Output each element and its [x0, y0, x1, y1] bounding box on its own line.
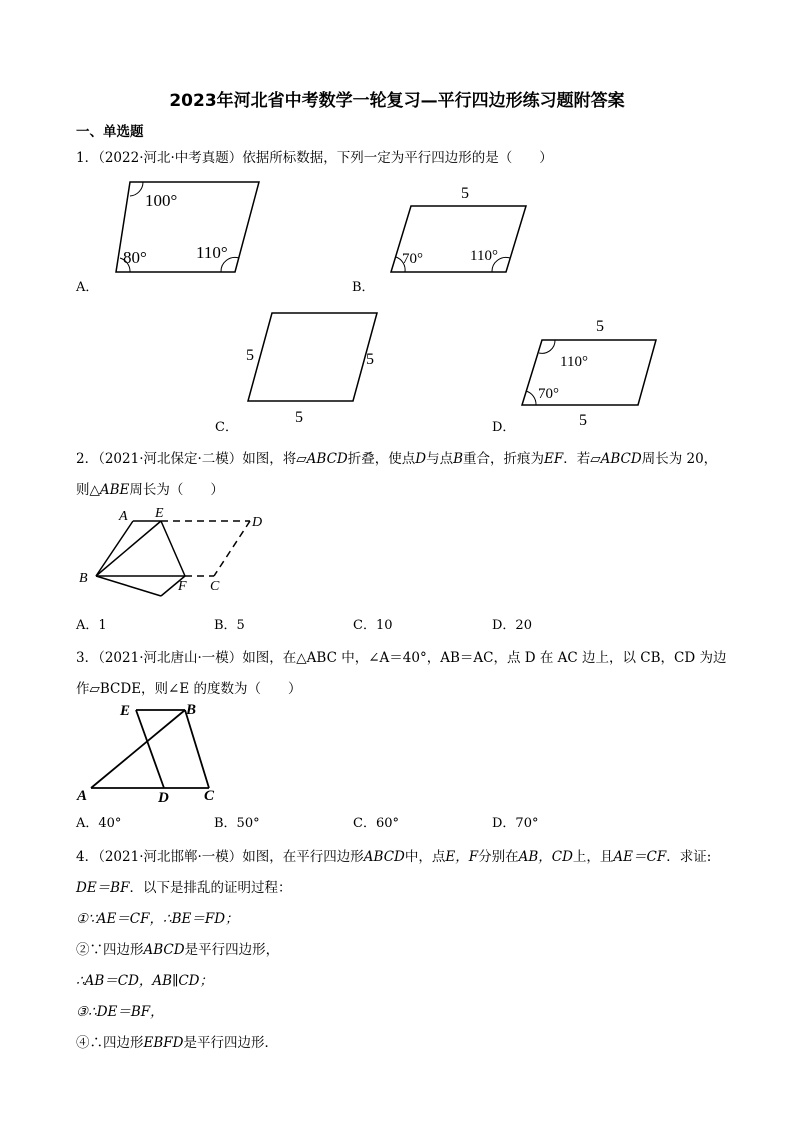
- q2-text-part: B: [453, 451, 463, 467]
- question-2-text: [76, 447, 717, 467]
- point-label: D: [158, 790, 169, 805]
- q2-text-part: ▱ABCD: [590, 451, 642, 467]
- question-4-text: [76, 845, 711, 865]
- q2-option: A．1: [76, 618, 107, 633]
- angle-label: 70°: [538, 386, 559, 402]
- q2-text-part: 则: [76, 482, 90, 498]
- point-label: B: [186, 702, 197, 718]
- proof-step-3: ③∴DE＝BF，: [76, 1004, 164, 1020]
- option-d-label: D．: [492, 420, 516, 435]
- q4-text-part: 中，点: [404, 849, 446, 865]
- angle-label: 70°: [402, 251, 423, 267]
- proof-step-2: [76, 938, 279, 958]
- side-label: 5: [579, 412, 587, 429]
- option-b-label: B．: [352, 280, 375, 295]
- point-label: E: [155, 506, 164, 521]
- page-title: 2023年河北省中考数学一轮复习—平行四边形练习题附答案: [169, 91, 625, 111]
- q4-text-part: EBFD: [143, 1035, 184, 1051]
- q2-text-part: 重合，折痕为: [463, 451, 544, 467]
- angle-arc: [130, 182, 143, 196]
- angle-label: 100°: [145, 191, 178, 210]
- option-a-label: A．: [76, 280, 99, 295]
- q2-text-part: 折叠，使点: [347, 451, 416, 467]
- q3-option: C．60°: [353, 816, 399, 831]
- q4-text-part: 4．（2021·河北邯郸·一模）如图，在平行四边形: [76, 849, 364, 865]
- q4-text-part: AE＝CF: [613, 849, 667, 865]
- q4-text-part: 上，且: [572, 849, 614, 865]
- q4-text-part: 是平行四边形．: [183, 1035, 278, 1051]
- q1-figure-c: [240, 305, 390, 430]
- point-label: B: [79, 571, 88, 586]
- q4-text-part: E，F: [445, 849, 479, 865]
- q4-text-part: ABCD: [363, 849, 405, 865]
- point-label: E: [120, 703, 131, 719]
- q2-text-part: 周长为（ ）: [129, 482, 224, 498]
- q2-text-part: EF: [544, 451, 564, 467]
- q1-figure-a: [110, 178, 270, 278]
- q4-text-part: ABCD: [143, 942, 185, 958]
- side-label: 5: [295, 409, 303, 426]
- q2-text-part: 周长为 20，: [641, 451, 718, 467]
- q3-option: B．50°: [214, 816, 260, 831]
- question-1-text: 1．（2022·河北·中考真题）依据所标数据，下列一定为平行四边形的是（ ）: [76, 150, 553, 166]
- q3-option: A．40°: [76, 816, 122, 831]
- side-label: 5: [366, 351, 374, 368]
- angle-arc: [526, 391, 536, 405]
- side-label: 5: [246, 347, 254, 364]
- q3-option: D．70°: [492, 816, 539, 831]
- q4-text-part: AB，CD: [518, 849, 573, 865]
- q4-text-part: ．求证:: [666, 849, 712, 865]
- point-label: F: [178, 579, 187, 594]
- question-3-text: 3．（2021·河北唐山·一模）如图，在△ABC 中，∠A＝40°，AB＝AC，点 D 在 AC 边上，以 CB，CD 为边: [76, 650, 727, 666]
- point-label: A: [119, 509, 128, 524]
- parallelogram-shape: [248, 313, 377, 401]
- q2-figure: [74, 503, 274, 603]
- point-label: C: [204, 788, 215, 804]
- q2-text-part: △ABE: [89, 482, 130, 498]
- q2-text-part: 与点: [426, 451, 454, 467]
- angle-label: 110°: [560, 354, 588, 370]
- q3-figure: [74, 700, 234, 805]
- proof-step-4: [76, 1031, 278, 1051]
- q4-text-part: 是平行四边形，: [184, 942, 280, 958]
- q1-figure-d: [520, 315, 665, 430]
- angle-label: 110°: [470, 248, 498, 264]
- q2-option: B．5: [214, 618, 245, 633]
- q1-figure-b: [385, 178, 535, 278]
- point-label: C: [210, 579, 220, 594]
- q4-text-part: ②∵四边形: [76, 942, 144, 958]
- q2-text-part: 2．（2021·河北保定·二模）如图，将: [76, 451, 297, 467]
- q2-option: D．20: [492, 618, 532, 633]
- q2-text-part: D: [415, 451, 427, 467]
- proof-step-1: ①∵AE＝CF，∴BE＝FD；: [76, 911, 239, 927]
- angle-label: 80°: [123, 248, 147, 267]
- q2-text-part: ．若: [563, 451, 591, 467]
- question-3-text-line2: 作▱BCDE，则∠E 的度数为（ ）: [76, 681, 302, 697]
- section-heading: 一、单选题: [76, 124, 144, 140]
- point-label: D: [252, 515, 263, 530]
- side-label: 5: [596, 318, 604, 335]
- point-label: A: [77, 788, 88, 804]
- question-2-text-line2: [76, 478, 224, 498]
- side-label: 5: [461, 185, 469, 202]
- q4-text-part: ④∴四边形: [76, 1035, 144, 1051]
- option-c-label: C．: [215, 420, 238, 435]
- q2-option: C．10: [353, 618, 393, 633]
- proof-step-2b: ∴AB＝CD，AB∥CD；: [76, 973, 213, 989]
- question-4-text-line2: [76, 876, 291, 896]
- q4-text-part: ．以下是排乱的证明过程：: [129, 880, 292, 896]
- q4-text-part: 分别在: [478, 849, 519, 865]
- angle-label: 110°: [196, 243, 228, 262]
- q2-text-part: ▱ABCD: [296, 451, 348, 467]
- q4-text-part: DE＝BF: [76, 880, 130, 896]
